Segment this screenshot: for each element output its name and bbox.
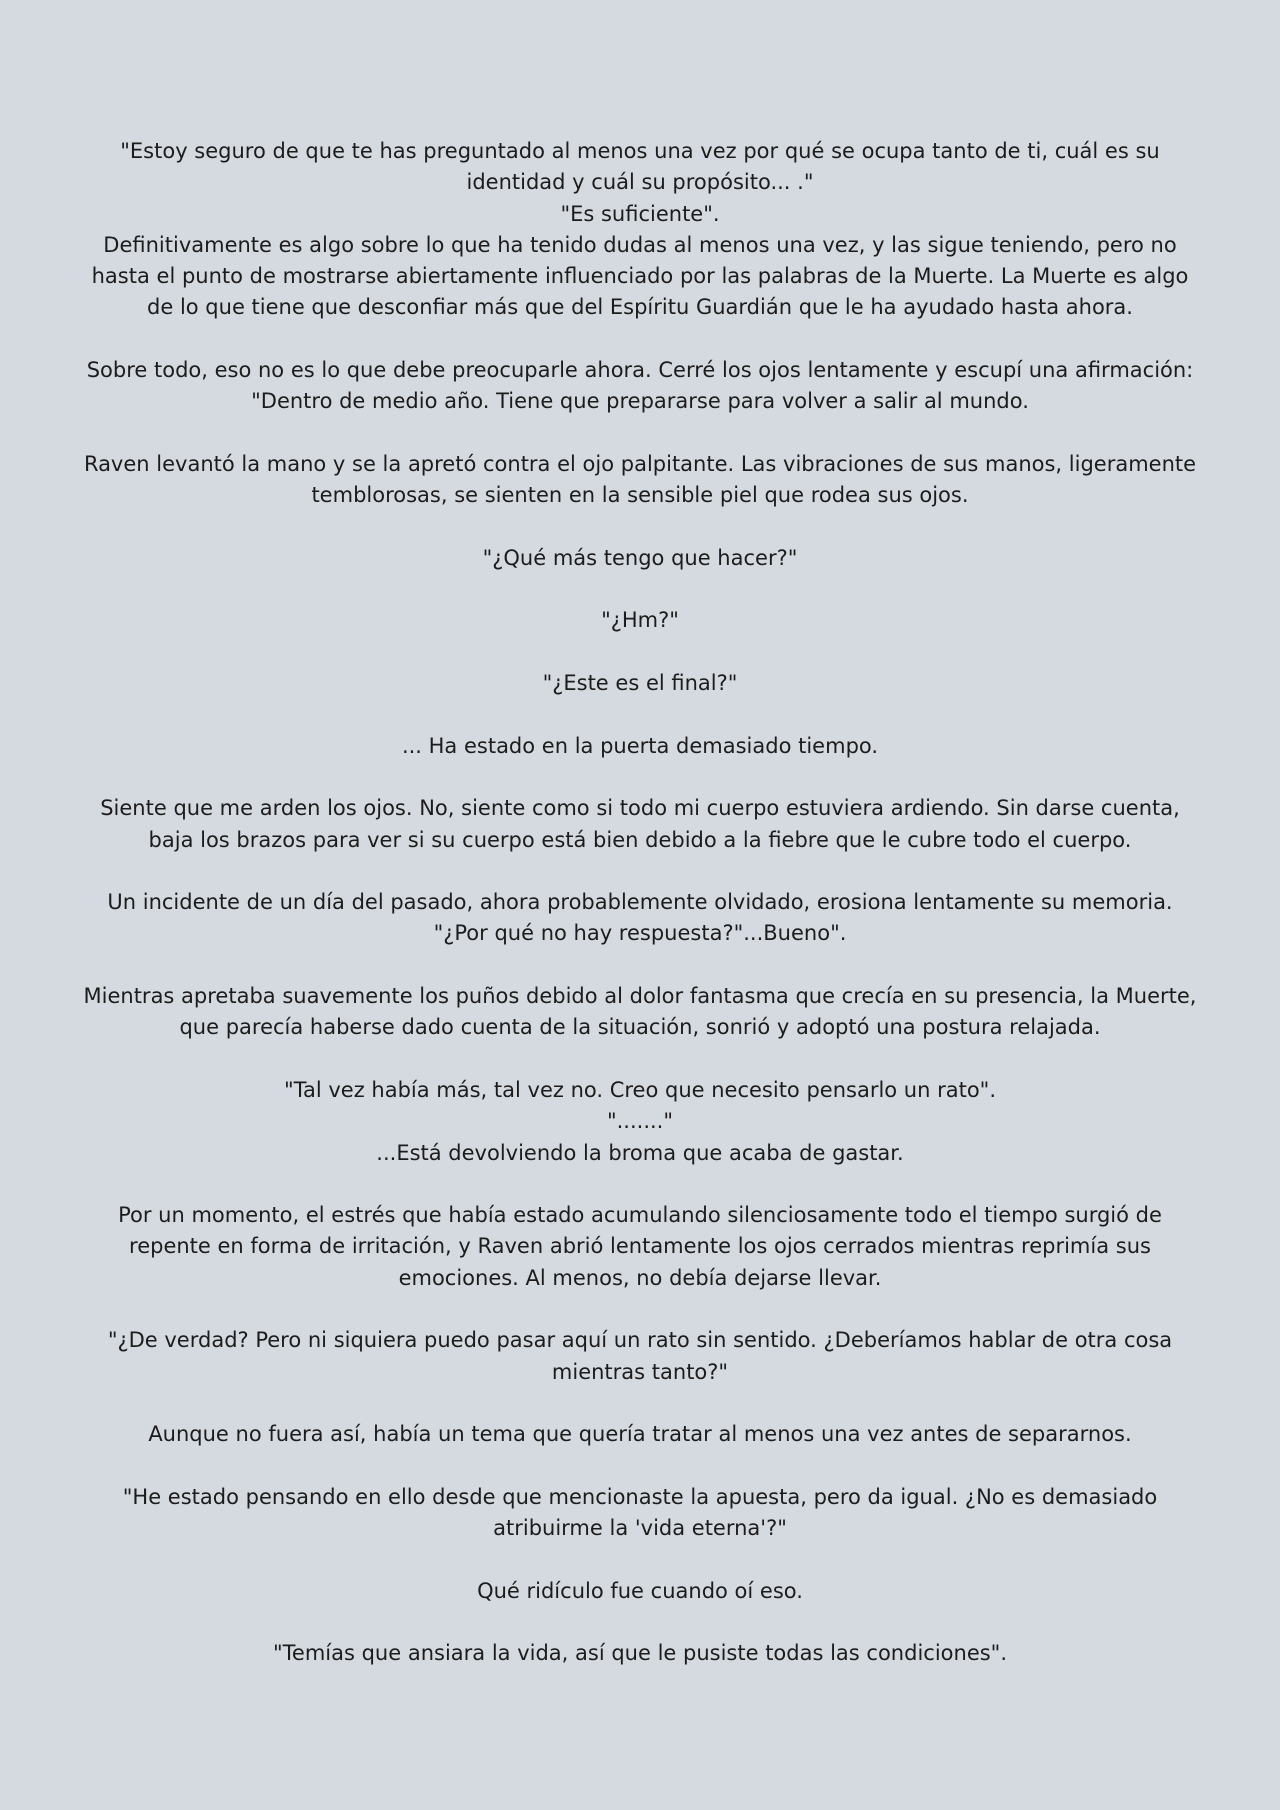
- paragraph: [0, 543, 1280, 574]
- text-line: ... Ha estado en la puerta demasiado tiempo.: [401, 733, 879, 758]
- paragraph: [0, 1638, 1280, 1669]
- paragraph: [0, 887, 1280, 950]
- paragraph: [0, 136, 1280, 324]
- text-line: Definitivamente es algo sobre lo que ha tenido dudas al menos una vez, y las sigue teniendo, pero no: [103, 232, 1177, 257]
- text-line: "Estoy seguro de que te has preguntado al menos una vez por qué se ocupa tanto de ti, cuál es su: [120, 139, 1160, 163]
- text-line: ".......": [606, 1109, 674, 1134]
- text-line: Qué ridículo fue cuando oí eso.: [477, 1578, 803, 1603]
- paragraph: [0, 1482, 1280, 1545]
- text-line: repente en forma de irritación, y Raven abrió lentamente los ojos cerrados mientras reprimía sus: [129, 1234, 1151, 1259]
- text-line: de lo que tiene que desconfiar más que del Espíritu Guardián que le ha ayudado hasta ahora.: [147, 295, 1133, 320]
- text-line: hasta el punto de mostrarse abiertamente influenciado por las palabras de la Muerte. La Muerte es algo: [91, 264, 1189, 289]
- text-line: Siente que me arden los ojos. No, siente como si todo mi cuerpo estuviera ardiendo. Sin darse cuenta,: [100, 796, 1180, 821]
- text-line: "¿Qué más tengo que hacer?": [482, 545, 798, 570]
- text-line: Mientras apretaba suavemente los puños debido al dolor fantasma que crecía en su presencia, la Muerte,: [83, 984, 1197, 1009]
- text-line: baja los brazos para ver si su cuerpo está bien debido a la fiebre que le cubre todo el cuerpo.: [148, 827, 1132, 852]
- paragraph: [0, 793, 1280, 856]
- text-line: "Temías que ansiara la vida, así que le pusiste todas las condiciones".: [272, 1641, 1008, 1666]
- text-line: Aunque no fuera así, había un tema que quería tratar al menos una vez antes de separarnos.: [148, 1422, 1132, 1447]
- text-line: "¿De verdad? Pero ni siquiera puedo pasar aquí un rato sin sentido. ¿Deberíamos hablar de otra cosa: [107, 1328, 1173, 1353]
- paragraph: [0, 981, 1280, 1044]
- text-line: atribuirme la 'vida eterna'?": [493, 1516, 787, 1541]
- text-line: "¿Por qué no hay respuesta?"...Bueno".: [433, 921, 847, 946]
- paragraph: [0, 1325, 1280, 1388]
- paragraph: [0, 1576, 1280, 1607]
- paragraph: [0, 1419, 1280, 1450]
- text-line: identidad y cuál su propósito... .": [466, 170, 814, 195]
- document-page: [0, 136, 1280, 1701]
- text-line: emociones. Al menos, no debía dejarse llevar.: [398, 1265, 882, 1290]
- text-line: "¿Hm?": [601, 608, 679, 633]
- paragraph: [0, 668, 1280, 699]
- text-line: mientras tanto?": [551, 1359, 729, 1384]
- paragraph: [0, 355, 1280, 418]
- paragraph: [0, 449, 1280, 512]
- text-line: "He estado pensando en ello desde que mencionaste la apuesta, pero da igual. ¿No es demasiado: [122, 1484, 1158, 1509]
- text-line: que parecía haberse dado cuenta de la situación, sonrió y adoptó una postura relajada.: [179, 1015, 1101, 1040]
- paragraph: [0, 1075, 1280, 1169]
- text-line: Por un momento, el estrés que había estado acumulando silenciosamente todo el tiempo surgió de: [118, 1203, 1162, 1228]
- paragraph: [0, 1200, 1280, 1294]
- text-line: "Tal vez había más, tal vez no. Creo que necesito pensarlo un rato".: [283, 1077, 997, 1102]
- paragraph: [0, 731, 1280, 762]
- text-line: Raven levantó la mano y se la apretó contra el ojo palpitante. Las vibraciones de sus manos, ligeramente: [83, 451, 1197, 476]
- text-line: Un incidente de un día del pasado, ahora probablemente olvidado, erosiona lentamente su memoria.: [107, 890, 1173, 915]
- text-line: "Dentro de medio año. Tiene que prepararse para volver a salir al mundo.: [251, 389, 1029, 414]
- paragraph: [0, 605, 1280, 636]
- text-line: "Es suficiente".: [560, 201, 720, 226]
- text-line: "¿Este es el final?": [542, 671, 738, 696]
- text-line: Sobre todo, eso no es lo que debe preocuparle ahora. Cerré los ojos lentamente y escupí una afirmación:: [86, 358, 1194, 383]
- text-line: ...Está devolviendo la broma que acaba de gastar.: [376, 1140, 904, 1165]
- text-line: temblorosas, se sienten en la sensible piel que rodea sus ojos.: [311, 483, 969, 508]
